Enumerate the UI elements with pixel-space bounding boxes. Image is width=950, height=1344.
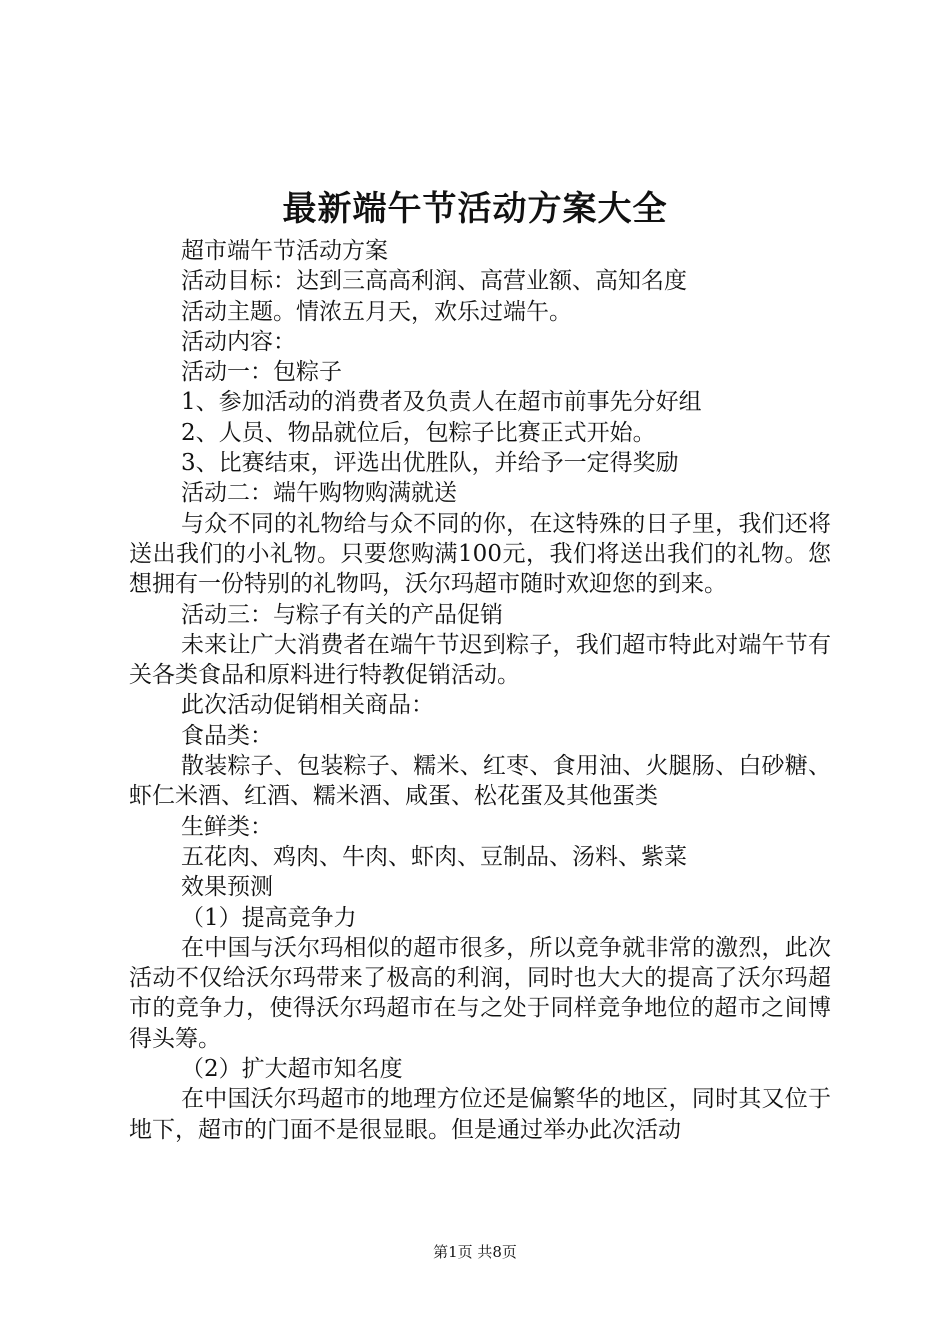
paragraph: 生鲜类： bbox=[181, 813, 273, 840]
paragraph: 未来让广大消费者在端午节迟到粽子，我们超市特此对端午节有关各类食品和原料进行特教促销活动。 bbox=[129, 631, 831, 689]
paragraph: （2）扩大超市知名度 bbox=[181, 1056, 403, 1083]
paragraph: 1、参加活动的消费者及负责人在超市前事先分好组 bbox=[181, 389, 702, 416]
paragraph: 活动一：包粽子 bbox=[181, 359, 342, 386]
paragraph: 活动二：端午购物购满就送 bbox=[181, 480, 457, 507]
paragraph: 在中国沃尔玛超市的地理方位还是偏繁华的地区，同时其又位于地下，超市的门面不是很显眼。但是通过举办此次活动 bbox=[129, 1086, 831, 1143]
paragraph: 2、人员、物品就位后，包粽子比赛正式开始。 bbox=[181, 419, 656, 446]
paragraph: 五花肉、鸡肉、牛肉、虾肉、豆制品、汤料、紫菜 bbox=[181, 843, 687, 870]
paragraph: 超市端午节活动方案 bbox=[181, 238, 388, 264]
paragraph: 活动三：与粽子有关的产品促销 bbox=[181, 601, 503, 628]
paragraph: 此次活动促销相关商品： bbox=[181, 692, 434, 719]
document-title: 最新端午节活动方案大全 bbox=[282, 189, 668, 229]
paragraph: 在中国与沃尔玛相似的超市很多，所以竞争就非常的激烈，此次活动不仅给沃尔玛带来了极高的利润，同时也大大的提高了沃尔玛超市的竞争力，使得沃尔玛超市在与之处于同样竞争地位的超市之间博得头筹。 bbox=[129, 934, 831, 1052]
paragraph: 食品类： bbox=[181, 722, 273, 749]
paragraph: 效果预测 bbox=[181, 874, 273, 901]
paragraph: 活动目标：达到三高高利润、高营业额、高知名度 bbox=[181, 268, 687, 295]
paragraph: 活动内容： bbox=[181, 328, 296, 355]
page-number-footer: 第1页 共8页 bbox=[433, 1243, 517, 1261]
paragraph: （1）提高竞争力 bbox=[181, 904, 357, 931]
document-body bbox=[129, 236, 831, 1145]
paragraph: 散装粽子、包装粽子、糯米、红枣、食用油、火腿肠、白砂糖、虾仁米酒、红酒、糯米酒、咸蛋、松花蛋及其他蛋类 bbox=[129, 753, 831, 810]
paragraph: 3、比赛结束，评选出优胜队，并给予一定得奖励 bbox=[181, 450, 679, 477]
paragraph: 活动主题。情浓五月天，欢乐过端午。 bbox=[181, 298, 572, 325]
paragraph: 与众不同的礼物给与众不同的你，在这特殊的日子里，我们还将送出我们的小礼物。只要您购满100元，我们将送出我们的礼物。您想拥有一份特别的礼物吗，沃尔玛超市随时欢迎您的到来。 bbox=[129, 510, 831, 598]
